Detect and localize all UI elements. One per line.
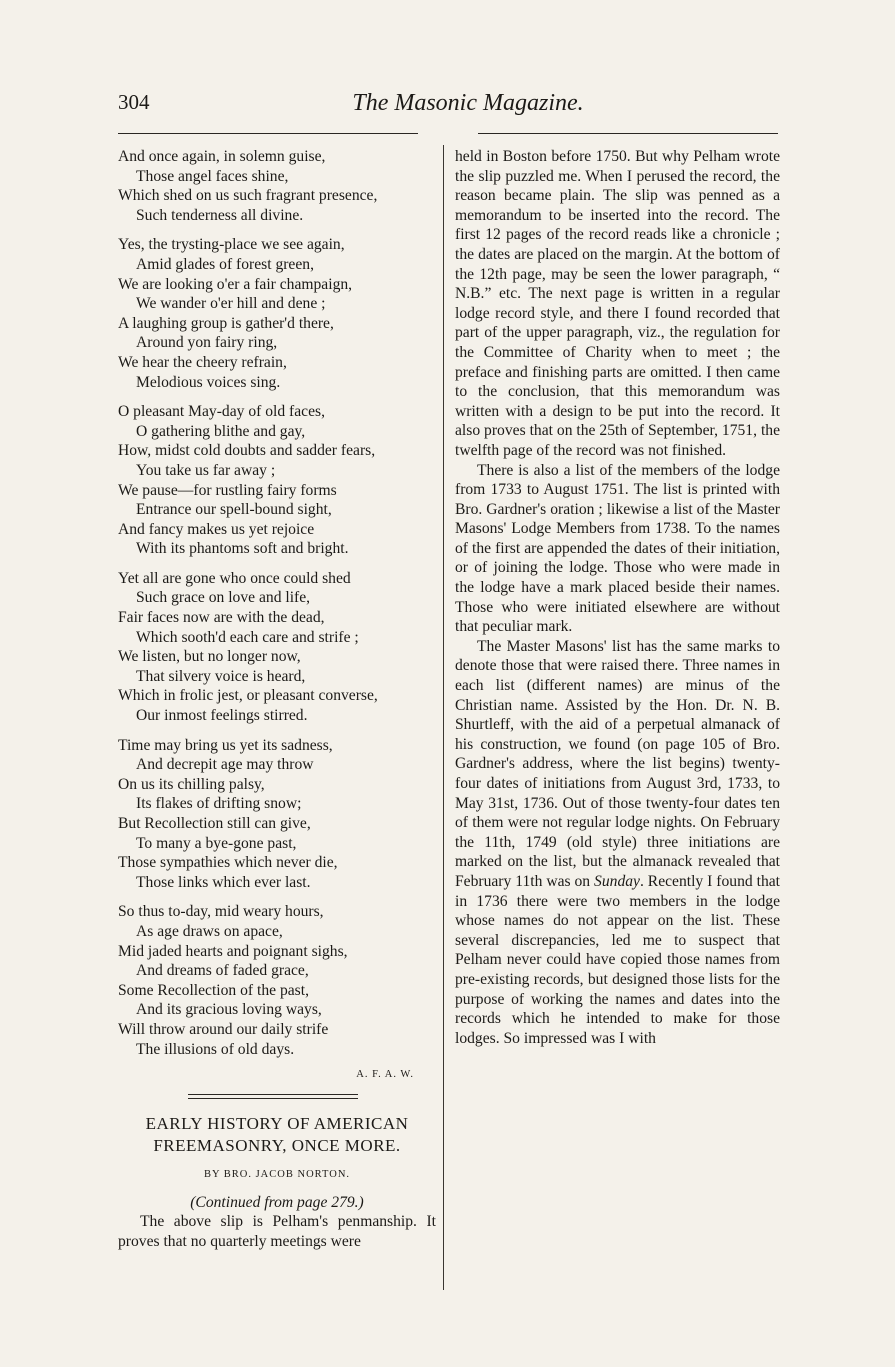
article-paragraph: The Master Masons' list has the same marks to denote those that were raised there. Three names in each list (different names) are minus of the Christian name. Assisted by the Hon. Dr. N. B. Shurtleff, with the aid of a perpetual almanack of his construction, we found (on page 105 of Bro. Gardner's address, where the list begins) twenty-four dates of initiations from August 3rd, 1733, to May 31st, 1736. Out of those twenty-four dates ten of them were not regular lodge nights. On February the 11th, 1749 (old style) three initiations are marked on the list, but the almanack revealed that February 11th was on Sunday. Recently I found that in 1736 there were two members in the lodge whose names do not appear on the list. These several discrepancies, led me to suspect that Pelham never could have copied those names from pre-existing records, but designed those lists for the purpose of working the names and dates into the records which he intended to make for those lodges. So impressed was I with bbox=[455, 637, 780, 1047]
poem-line: And fancy makes us yet rejoice bbox=[118, 520, 315, 538]
left-column bbox=[118, 147, 436, 1251]
column-divider bbox=[443, 145, 444, 1290]
poem-line: As age draws on apace, bbox=[136, 922, 283, 940]
poem-line: Mid jaded hearts and poignant sighs, bbox=[118, 942, 348, 960]
poem-stanza bbox=[118, 569, 436, 726]
poem-line: Entrance our spell-bound sight, bbox=[136, 501, 332, 519]
poem-line: That silvery voice is heard, bbox=[136, 667, 306, 685]
continued-note: (Continued from page 279.) bbox=[190, 1194, 364, 1212]
poem-signature: A. F. A. W. bbox=[356, 1069, 414, 1081]
poem-line: Time may bring us yet its sadness, bbox=[118, 736, 333, 754]
poem-line: Amid glades of forest green, bbox=[136, 255, 314, 273]
article-byline: BY BRO. JACOB NORTON. bbox=[203, 1169, 351, 1181]
poem-line: How, midst cold doubts and sadder fears, bbox=[118, 442, 376, 460]
poem-line: Those links which ever last. bbox=[136, 873, 311, 891]
running-title: The Masonic Magazine. bbox=[352, 90, 584, 116]
poem-stanza bbox=[118, 902, 436, 1059]
poem-line: O gathering blithe and gay, bbox=[136, 422, 306, 440]
page-header bbox=[118, 90, 778, 120]
poem-line: Fair faces now are with the dead, bbox=[118, 609, 325, 627]
poem-line: And once again, in solemn guise, bbox=[118, 148, 326, 165]
poem-line: Such grace on love and life, bbox=[136, 589, 311, 607]
poem-line: We are looking o'er a fair champaign, bbox=[118, 275, 353, 293]
article-opening-paragraph: The above slip is Pelham's penmanship. It proves that no quarterly meetings were bbox=[118, 1213, 436, 1250]
poem-line: We wander o'er hill and dene ; bbox=[136, 295, 326, 313]
poem-line: A laughing group is gather'd there, bbox=[118, 314, 334, 332]
poem-line: Which shed on us such fragrant presence, bbox=[118, 187, 378, 205]
poem-line: Yet all are gone who once could shed bbox=[118, 569, 351, 587]
poem-line: Around yon fairy ring, bbox=[136, 334, 278, 352]
poem-line: Those sympathies which never die, bbox=[118, 854, 338, 872]
article-title bbox=[118, 1113, 436, 1157]
poem-stanza bbox=[118, 147, 436, 225]
poem-line: On us its chilling palsy, bbox=[118, 775, 265, 793]
article-title-line-1: EARLY HISTORY OF AMERICAN bbox=[145, 1114, 409, 1134]
poem-line: Those angel faces shine, bbox=[136, 167, 289, 185]
section-divider bbox=[188, 1094, 358, 1099]
page-number: 304 bbox=[118, 90, 150, 114]
article-paragraph: There is also a list of the members of the lodge from 1733 to August 1751. The list is printed with Bro. Gardner's oration ; likewise a list of the Master Masons' Lodge Members from 1738. To the names of the first are appended the dates of their initiation, or of joining the lodge. Those who were made in the lodge have a mark placed beside their names. Those who were initiated elsewhere are without that peculiar mark. bbox=[455, 461, 780, 636]
poem-line: With its phantoms soft and bright. bbox=[136, 540, 349, 558]
header-rule-right bbox=[478, 133, 778, 134]
poem-line: Will throw around our daily strife bbox=[118, 1020, 329, 1038]
poem-line: But Recollection still can give, bbox=[118, 815, 311, 832]
poem-line: To many a bye-gone past, bbox=[136, 834, 297, 852]
poem-line: We pause—for rustling fairy forms bbox=[118, 481, 337, 499]
poem-line: Some Recollection of the past, bbox=[118, 981, 309, 999]
poem bbox=[118, 147, 436, 1059]
poem-line: Such tenderness all divine. bbox=[136, 206, 304, 224]
header-rule-left bbox=[118, 133, 418, 134]
poem-line: Melodious voices sing. bbox=[136, 373, 281, 391]
article-title-line-2: FREEMASONRY, ONCE MORE. bbox=[153, 1136, 401, 1156]
right-column bbox=[455, 147, 780, 1048]
poem-stanza bbox=[118, 402, 436, 559]
poem-line: And decrepit age may throw bbox=[136, 756, 314, 774]
poem-line: And dreams of faded grace, bbox=[136, 962, 309, 980]
poem-line: So thus to-day, mid weary hours, bbox=[118, 903, 324, 921]
poem-stanza bbox=[118, 736, 436, 893]
poem-line: You take us far away ; bbox=[136, 461, 276, 479]
poem-line: Which sooth'd each care and strife ; bbox=[136, 628, 359, 646]
poem-line: And its gracious loving ways, bbox=[136, 1001, 322, 1019]
poem-line: Our inmost feelings stirred. bbox=[136, 707, 308, 725]
poem-line: Yes, the trysting-place we see again, bbox=[118, 236, 345, 254]
poem-line: The illusions of old days. bbox=[136, 1040, 295, 1058]
poem-line: We hear the cheery refrain, bbox=[118, 353, 287, 371]
poem-stanza bbox=[118, 235, 436, 392]
poem-line: Its flakes of drifting snow; bbox=[136, 795, 302, 813]
poem-line: We listen, but no longer now, bbox=[118, 648, 301, 666]
poem-line: O pleasant May-day of old faces, bbox=[118, 403, 325, 421]
poem-line: Which in frolic jest, or pleasant converse, bbox=[118, 687, 378, 705]
article-paragraph: held in Boston before 1750. But why Pelham wrote the slip puzzled me. When I perused the record, the reason became plain. The slip was penned as a memorandum to be inserted into the record. The first 12 pages of the record reads like a chronicle ; the dates are placed on the margin. At the bottom of the 12th page, may be seen the lower paragraph, “ N.B.” etc. The next page is written in a regular lodge record style, and there I found recorded that part of the upper paragraph, viz., the regulation for the Committee of Charity when to meet ; the preface and finishing parts are omitted. I then came to the conclusion, that this memorandum was written with a design to be put into the record. It also proves that on the 25th of September, 1751, the twelfth page of the record was not finished. bbox=[455, 148, 780, 459]
